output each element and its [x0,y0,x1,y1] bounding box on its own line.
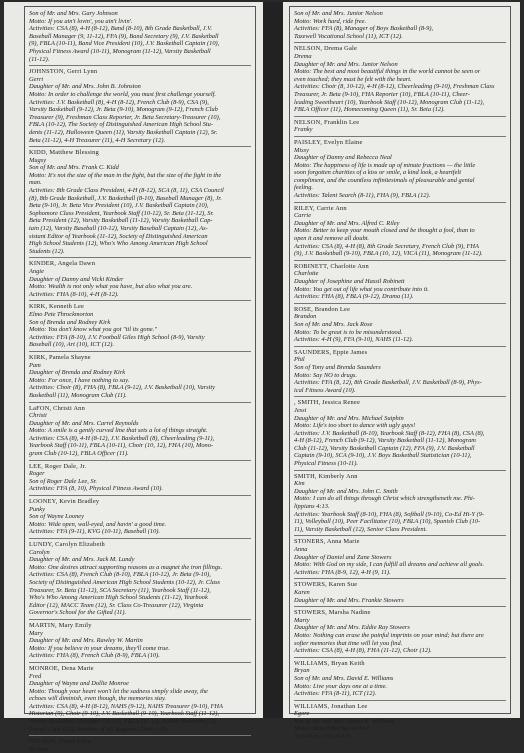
entry-line: Daughter of Brenda and Rodney Kirk [29,369,126,377]
entry-line: Mugsy [29,156,47,164]
entry-line: Activities: FFA (8-12). [294,733,352,741]
entry-line: (9), FBLA (10-11), Band Vice President (10), J.V. Basketball Captain (10), [29,40,220,48]
entry-line: Motto: It's not the size of the man in the fight, but the size of the fight in the [29,171,222,179]
senior-entry [29,738,251,753]
senior-entry [29,463,251,493]
senior-name: SMITH, Kimberly Ann [294,472,358,480]
senior-entry [294,609,506,655]
entry-line: Activities: J.V. Basketball (8), 4-H (8-12), French Club (8-9), CSA (9), [29,98,209,106]
entry-line: Motto: I can do all things through Christ which strengtheneth me. Phi- [294,495,475,503]
entry-line: Daughter of Danny and Vicki Kinder [29,275,124,283]
entry-line: Activities: J.V. Basketball (8-10), Yearbook Staff (8-12), FHA (8), CSA (8), [294,429,485,437]
entry-line: Marty [294,616,310,624]
entry-line: Motto: Wealth is not only what you have, but also what you are. [29,283,193,291]
column-divider [263,2,283,718]
entry-separator [29,351,251,352]
senior-entry [294,399,506,467]
entry-line: Son of Mr. and Mrs. Gary Johnson [29,10,118,17]
senior-entry [294,581,506,604]
entry-line: Motto: One desires attract supporting reasons as a magnet the iron fillings. [29,563,223,571]
entry-line: Baseball Manager (9, 11-12), FFA (9), Band Secretary (9), J.V. Basketball [29,32,219,40]
entry-line: Club (11-12), Varsity Basketball Captain (12), FFA (9), J.V. Basketball [294,444,475,452]
senior-entry [29,665,251,733]
entry-line: French Club (12), Member of All Regional Choir (10). [29,725,169,733]
entry-separator [294,700,506,701]
entry-line: Motto: Life's too short to dance with ugly guys! [294,422,416,430]
senior-name: ROBINETT, Charlotte Ann [294,262,369,270]
senior-name: STONERS, Anna Marie [294,538,360,546]
entry-line: Daughter of Wayne and Dollie Monroe [29,680,129,688]
entry-line: Son of Brenda and Rodney Kirk [29,318,111,326]
senior-name: LOONEY, Kevin Bradley [29,498,100,506]
entry-line: Brandon [294,313,317,321]
entry-line: Tazewell Vocational School (11), ICT (12). [294,32,403,40]
entry-line: Students (12). [29,247,65,255]
entry-line: Varsity Basketball Manager (11-12), FBLA (11-12), NAHS Historian (11), [29,718,218,726]
entry-line: Governor's School for the Gifted (11). [29,609,127,617]
entry-line: Varsity Basketball (9-12), Jr. Beta (9-10), Monogram (9-12), French Club [29,106,218,114]
entry-separator [294,578,506,579]
senior-entry [294,703,506,741]
entry-separator [29,460,251,461]
entry-line: Franky [294,126,313,134]
entry-line: Activities: CSA (8), 4-H (8-12), Band (8-10), 8th Grade Basketball, J.V. [29,25,212,33]
senior-entry [294,660,506,698]
senior-entry [294,10,506,40]
entry-line: (8), 8th Grade Basketball, J.V. Basketball (8-10), Baseball Manager (8), Jr. [29,194,222,202]
senior-name: SAUNDERS, Eppie James [294,348,368,356]
entry-line: Son of Roger Dale Lee, Sr. [29,477,97,485]
entry-line: Motto: Work hard, ride free. [294,17,367,25]
entry-line: echoes will diminish, even though, the memories stay. [29,695,167,703]
entry-line: Daughter of Mr. and Mrs. Carrel Reynolds [29,419,139,427]
entry-line: Activities: CSA (8), 4-H (8-12), J.V. Basketball (8), Cheerleading (9-11), [29,434,215,442]
senior-entry [294,45,506,113]
entry-line: Treasurer (9), Freshman Class Reporter, Jr. Beta Secretary-Treasurer (10), [29,113,221,121]
entry-line: Punky [29,505,45,513]
entry-line: Son of Tony and Brenda Saunders [294,363,381,371]
entry-line: sistant Editor of Yearbook (11-12), Society of Distinguished American [29,232,208,240]
senior-name: PAISLEY, Evelyn Elaine [294,138,363,146]
senior-entry [294,119,506,134]
entry-separator [29,65,251,66]
senior-name: KIRK, Kenneth Lee [29,303,85,311]
entry-line: 11), Volleyball (10), Peer Facilitator (10), FBLA (10), Spanish Club (10- [294,518,481,526]
entry-line: Activities: FFA (9-11), KVG (10-11), Baseball (10). [29,528,161,536]
senior-name: ROSE, Brandon Lee [294,305,351,313]
entry-line: Basketball (11), Monogram Club (11). [29,391,127,399]
senior-entry [294,139,506,200]
entry-line: Son of Mr. and Mrs. James K. Williams [294,717,395,725]
entry-line: ical Fitness Award (10). [294,386,356,394]
senior-entry [29,622,251,660]
entry-line: FBLA (10-12), The Society of Distinguished American High School Stu- [29,121,214,129]
entry-line: Beta (9-10), Jr. Beta Vice President (10), J.V. Basketball Captain (10), [29,202,209,210]
entry-line: Motto: Wide open, wall-eyed, and havin' a good time. [29,520,167,528]
entry-separator [294,346,506,347]
entry-separator [294,42,506,43]
senior-name: KINDER, Angela Dawn [29,260,96,268]
entry-line: Angie [29,268,44,275]
entry-line: Sophomore Class President, Yearbook Staff (10-12), Sr. Beta (11-12), Sr. [29,209,214,217]
senior-entry [29,541,251,617]
entry-line: Motto: For once, I have nothing to say. [29,376,130,384]
entry-line: Activities: FFA (8, 10), Physical Fitness Award (10). [29,485,163,493]
senior-entry [294,263,506,301]
entry-line: Activities: FFA (8), Manager of Boys Basketball (8-9), [294,25,434,33]
entry-line: Beta President (12), Varsity Basketball (11-12), Varsity Basketball Cap- [29,217,213,225]
entry-separator [29,662,251,663]
entry-line: feeling. [294,184,313,192]
senior-entry [294,538,506,576]
entry-line: Carolyn [29,548,50,556]
senior-name: KIDD, Matthew Blessing [29,149,99,157]
entry-line: Daughter of Mr. and Mrs. Michael Sutphin [294,414,404,422]
entry-separator [29,538,251,539]
entry-line: Motto: Better to keep your mouth closed and be thought a fool, than to [294,227,475,235]
senior-name: MARTIN, Mary Emily [29,621,92,629]
entry-line: Carrie [294,212,312,220]
entry-line: Activities: 8th Grade Class President, 4-H (8-12), SCA (8, 11), CSA Council [29,187,224,195]
entry-line: Activities: Yearbook Staff (8-10), FHA (8), Softball (9-10), Co-Ed Hi-Y (9- [294,510,485,518]
entry-line: Motto: Live your days one at a time. [294,682,388,690]
entry-line: 11), Varsity Basketball (12), Senior Class President. [294,525,427,533]
entry-line: Activities: 4-H (9), FFA (9-10), NAHS (11-12). [294,336,414,344]
entry-line: Motto: If you believe in your dreams, they'll come true. [29,644,170,652]
entry-line: Daughter of Mr. and Mrs. Frankie Stowers [294,596,404,604]
entry-separator [29,402,251,403]
entry-line: Treasurer, Sr. Beta (11-12), SCA Secretary (11), Yearbook Staff (11-12), [29,586,211,594]
senior-entry [29,260,251,298]
entry-line: (11-12). [29,55,50,63]
entry-line: High School Students (12), Who's Who Among American High School [29,240,208,248]
entry-line: softer memories that time will let you find. [294,639,403,647]
entry-separator [29,146,251,147]
entry-separator [294,657,506,658]
senior-entry [294,349,506,395]
entry-separator [29,495,251,496]
senior-entry [29,10,251,63]
entry-line: Beta (11-12), 4-H Treasurer (11), 4-H Secretary (12). [29,136,166,144]
entry-separator [29,257,251,258]
entry-line: Roger [29,470,45,478]
yearbook-page [4,2,520,753]
entry-separator [294,202,506,203]
senior-name: NELSON, Franklin Lee [294,118,360,126]
senior-name: NELSON, David Glen [29,738,91,746]
entry-separator [29,300,251,301]
entry-line: Daughter of Josephine and Hassil Robinett [294,278,405,285]
senior-name: WILLIAMS, Jonathan Lee [294,702,368,710]
entry-line: Society of Distinguished American High School Students (10-12), Jr. Class [29,578,221,586]
senior-entry [294,473,506,534]
entry-line: Motto: With God on my side, I can fulfill all dreams and achieve all goals. [294,561,485,569]
right-column [289,6,511,741]
entry-line: Gerri [29,75,44,83]
entry-line: Motto: Say NO to drugs. [294,371,358,379]
senior-name: JOHNSTON, Gerri Lynn [29,68,98,76]
entry-separator [294,470,506,471]
entry-line: gram Club (10-12), FBLA Officer (11). [29,450,129,458]
entry-separator [294,535,506,536]
senior-entry [294,306,506,344]
entry-line: soon forgotten charities of a kiss or smile, a kind look, a heartfelt [294,169,461,177]
entry-line: Daughter of Daniel and Zane Stowers [294,553,392,561]
entry-line: Karen [294,588,310,596]
entry-line: Yearbook Staff (10-11), FBLA (10-11), Choir (10, 12), FHA (10), Mono- [29,442,214,450]
entry-line: Activities: CSA (8), French Club (8-10), FBLA (10-12), Jr. Beta (9-10), [29,571,211,579]
entry-line: even touched; they must be felt with the heart. [294,75,412,83]
entry-line: Physical Fitness Award (10-11), Monogram (11-12), Varsity Basketball [29,47,211,55]
entry-line: Son of Mr. and Mrs. Junior Nelson [294,10,383,17]
entry-line: Activities: CSA (8), 4-H (8), FHA (11-12), Choir (12). [294,647,432,655]
entry-line: Perkins [29,745,49,753]
entry-line: 4-H (8-12), French Club (9-12), Varsity Basketball (11-12), Monogram [294,437,476,445]
entry-line: Daughter of Danny and Rebecca Neal [294,154,392,162]
senior-name: RILEY, Carrie Ann [294,204,347,212]
entry-line: Activities: Choir (8, 10-12), 4-H (8-12), Cheerleading (9-10), Freshman Class [294,83,495,91]
entry-line: (9), J.V. Basketball (9-10), FBLA (10, 12), VICA (11), Monogram (11-12). [294,250,483,258]
entry-line: Motto: The happiness of life is made up of minute fractions — the little [294,161,476,169]
entry-line: Pam [29,361,41,369]
entry-line: Captain (9-10), SCA (9-10), J.V. Boys Basketball Statistician (10-11), [294,452,472,460]
entry-line: Charlotte [294,270,319,278]
entry-line: Activities: FFA (8-10), J.V. Football Giles High School (8-9), Varsity [29,333,205,341]
entry-line: Son of Mr. and Mrs. Frank C. Kidd [29,164,119,172]
senior-entry [29,68,251,144]
entry-line: Motto: A smile is a gently curved line that sets a lot of things straight. [29,427,208,435]
senior-name: STOWERS, Marsha Nadine [294,609,371,617]
entry-line: Motto: Nothing can erase the painful imprints on your mind; but there are [294,631,484,639]
senior-entry [29,354,251,400]
entry-line: Daughter of Mr. and Mrs. John B. Johnston [29,83,141,91]
entry-line: Activities: Choir (8), FHA (8), FBLA (9-12), J.V. Basketball (10), Varsity [29,384,216,392]
entry-line: Elmo Pete Throckmorton [29,310,94,318]
entry-separator [294,303,506,304]
entry-line: Anna [294,546,308,553]
entry-line: Jessi [294,406,307,414]
senior-name: MONROE, Dena Marie [29,664,94,672]
entry-line: Christi [29,412,47,420]
entry-line: FBLA Officer (11), Homecoming Queen (11), Sr. Beta (12). [294,106,445,114]
entry-line: Motto: Remember his wicked. [294,725,371,733]
entry-line: Daughter of Mr. and Mrs. Alfred C. Riley [294,219,400,227]
senior-name: , SMITH, Jessica Renee [294,399,360,407]
entry-line: Editor (12), MACC Team (12), Sr. Class Co-Treasurer (12), Virginia [29,601,204,609]
entry-line: Bryan [294,667,310,675]
entry-line: Activities: CSA (8), 4-H (8), 8th Grade Secretary, French Club (9), FHA [294,242,479,250]
entry-line: man. [29,179,42,187]
senior-name: KIRK, Pamela Shayne [29,353,91,361]
entry-line: Fred [29,672,42,680]
entry-line: Activities: CSA (8), 4-H (8-12), NAHS (9-12), NAHS Treasurer (9-10), FHA [29,702,223,710]
entry-line: Son of Mr. and Mrs. David E. Williams [294,674,394,682]
entry-line: Baseball (10), Art (10), ICT (12). [29,341,114,349]
senior-name: NELSON, Drema Gale [294,45,358,53]
entry-line: Historian (9), Choir (9-10), J.V. Basketball (9-10), Yearbook Staff (11-12), [29,710,219,718]
senior-name: LEE, Roger Dale, Jr. [29,462,87,470]
entry-line: Daughter of Mr. and Mrs. Eddie Ray Stowers [294,624,410,632]
entry-line: Motto: To be great is to be misunderstood. [294,328,403,336]
entry-line: Motto: Though your heart won't let the sadness simply slide away, the [29,687,208,695]
entry-separator [29,619,251,620]
entry-line: Physical Fitness (10-11). [294,460,358,468]
entry-separator [294,116,506,117]
entry-separator [29,735,251,736]
entry-line: Activities: FHA (8), FBLA (9-12), Drama (11). [294,293,414,301]
entry-separator [294,260,506,261]
senior-entry [294,205,506,258]
left-column [24,6,256,753]
entry-line: Son of Mr. and Mrs. Jack Rose [294,320,373,328]
entry-line: compliment, and the countless infinitesimals of pleasurable and genial [294,176,475,184]
entry-line: leading Sweetheart (10), Yearbook Staff (10-12), Monogram Club (11-12), [294,98,485,106]
entry-separator [294,606,506,607]
entry-line: Motto: If you ain't lovin', you ain't livin'. [29,17,133,25]
entry-line: Activities: FFA (8-11), ICT (12). [294,690,377,698]
entry-line: lippians 4:13. [294,503,330,511]
entry-line: Egore [294,710,310,718]
senior-name: WILLIAMS, Bryan Keith [294,659,365,667]
entry-line: Activities: Talent Search (8-11), FHA (9), FBLA (12). [294,192,431,200]
senior-entry [29,149,251,255]
entry-line: Motto: In order to challenge the world, you must first challenge yourself. [29,90,217,98]
entry-line: Daughter of Mr. and Mrs. Jack M. Lundy [29,556,135,564]
entry-line: Drema [294,52,312,60]
senior-name: LaFON, Christi Ann [29,404,85,412]
entry-line: Kim [294,480,305,488]
entry-line: Motto: You don't know what you got "til its gone." [29,326,157,334]
entry-line: Son of Wayne Looney [29,513,84,521]
entry-line: tain (12), Varsity Baseball (10-12), Varsity Baseball Captain (12), As- [29,225,208,233]
entry-line: Activities: FFA (8, 12), 8th Grade Basketball, J.V. Basketball (8-9), Phys- [294,379,482,387]
senior-name: STOWERS, Karen Sue [294,581,358,589]
entry-line: Daughter of Mr. and Mrs. John C. Smith [294,487,398,495]
entry-line: Phil [294,356,305,364]
entry-line: dents (11-12), Halloween Queen (11), Varsity Basketball Captain (12), Sr. [29,128,218,136]
senior-name: LUNDY, Carolyn Elizabeth [29,541,105,548]
entry-line: Missy [294,146,309,154]
entry-line: Motto: You get out of life what you contribute into it. [294,285,429,293]
entry-line: Mary [29,629,43,637]
senior-entry [29,303,251,349]
senior-entry [29,498,251,536]
entry-line: Activities: FHA (8), French Club (8-9), FBLA (10). [29,652,160,660]
entry-line: Treasurer, Jr. Beta (9-10), FHA Reporter (10), FBLA (10-11), Cheer- [294,90,470,98]
entry-line: Who's Who Among American High School Students (11-12), Yearbook [29,594,208,602]
entry-line: Activities: FHA (8-9, 12), 4-H (9, 11). [294,568,391,576]
entry-separator [294,396,506,397]
entry-line: Activities: FHA (8-10), 4-H (8-12). [29,290,119,298]
entry-line: Daughter of Mr. and Mrs. Junior Nelson [294,60,398,68]
senior-entry [29,405,251,458]
entry-line: Daughter of Mr. and Mrs. Rawley W. Martin [29,637,143,645]
entry-line: open it and remove all doubt. [294,235,370,243]
entry-line: Motto: The best and most beautiful things in the world cannot be seen or [294,68,481,76]
entry-separator [294,136,506,137]
